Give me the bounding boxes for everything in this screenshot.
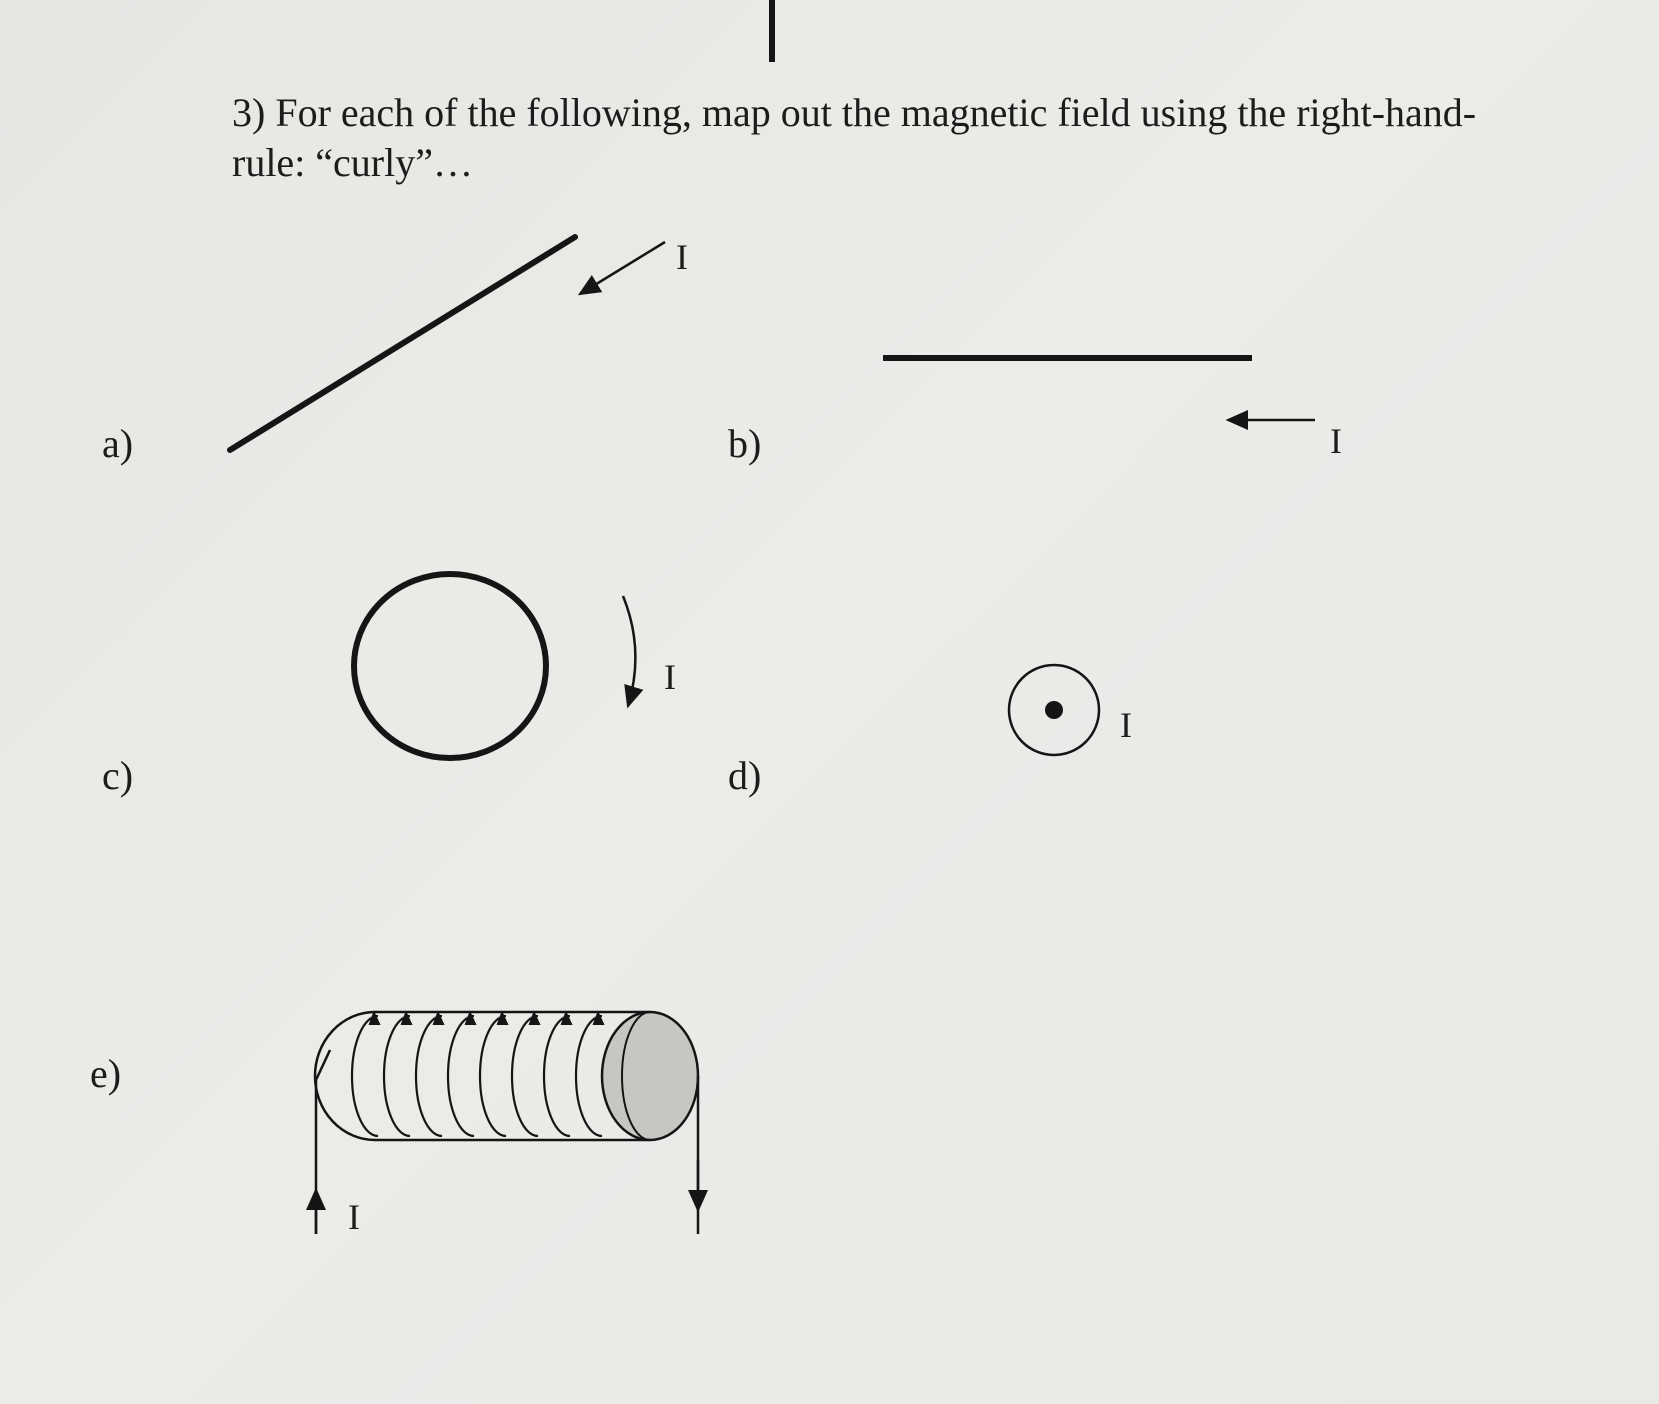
wire-a: [230, 237, 665, 450]
wire-a-line: [230, 237, 575, 450]
question-line-2: rule: “curly”…: [232, 140, 473, 185]
solenoid-turn-arrows: [370, 1013, 603, 1024]
loop-c-current-arrow: [623, 596, 635, 706]
loop-c: [354, 574, 635, 758]
wire-a-current-arrow: [580, 242, 665, 294]
question-number: 3): [232, 90, 266, 135]
solenoid-right-end: [602, 1012, 698, 1140]
part-e-label: e): [90, 1051, 122, 1096]
dot-d: [1009, 665, 1099, 755]
part-b-label: b): [728, 421, 762, 466]
solenoid-left-end: [315, 1012, 375, 1140]
part-d-label: d): [728, 753, 762, 798]
loop-c-ring: [354, 574, 546, 758]
question-line-1: For each of the following, map out the magnetic field using the right-hand-: [275, 90, 1477, 135]
dot-d-center: [1045, 701, 1063, 719]
part-c-current-label: I: [664, 657, 676, 697]
solenoid-turns: [352, 1016, 602, 1136]
solenoid-e: [315, 1012, 698, 1234]
part-b-current-label: I: [1330, 421, 1342, 461]
part-d-current-label: I: [1120, 705, 1132, 745]
part-a-label: a): [102, 421, 134, 466]
part-c-label: c): [102, 753, 134, 798]
part-e-current-label: I: [348, 1197, 360, 1237]
wire-b: [883, 358, 1315, 420]
part-a-current-label: I: [676, 237, 688, 277]
